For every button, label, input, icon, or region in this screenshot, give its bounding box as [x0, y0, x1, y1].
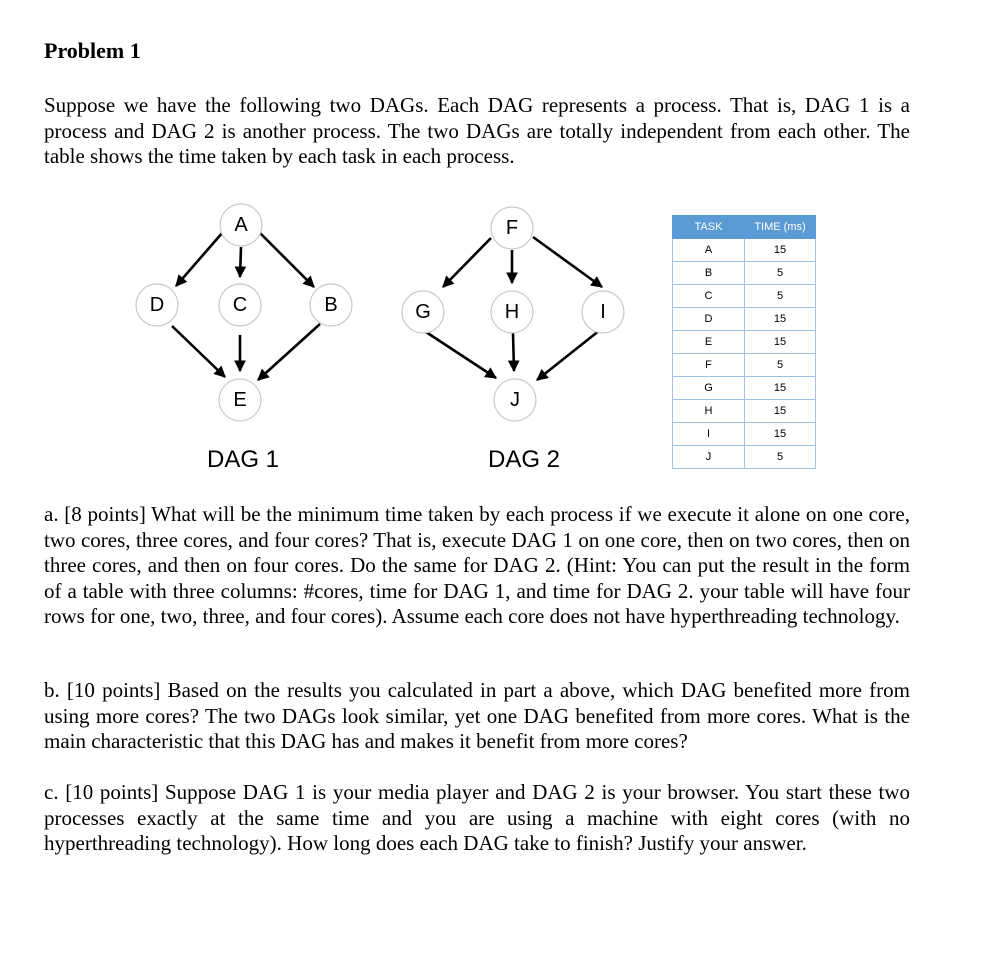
table-header-task: TASK — [673, 216, 745, 239]
dag2-node-h — [491, 291, 533, 333]
table-row — [673, 400, 816, 423]
time-cell: 15 — [745, 308, 816, 331]
dag1-label: DAG 1 — [206, 446, 280, 473]
table-row — [673, 285, 816, 308]
table-row — [673, 331, 816, 354]
edge-h-j — [513, 333, 514, 371]
task-cell: F — [673, 354, 745, 377]
dag-diagram — [0, 190, 660, 490]
question-c: c. [10 points] Suppose DAG 1 is your media player and DAG 2 is your browser. You start these two processes exactly at the same time and you are using a machine with eight cores (with no hyperthreading technology). How long does each DAG take to finish? Justify your answer. — [44, 780, 910, 855]
task-cell: H — [673, 400, 745, 423]
dag1-node-e — [219, 379, 261, 421]
time-cell: 5 — [745, 446, 816, 469]
task-cell: B — [673, 262, 745, 285]
dag2-node-i — [582, 291, 624, 333]
intro-paragraph: Suppose we have the following two DAGs. Each DAG represents a process. That is, DAG 1 is a process and DAG 2 is another process. The two DAGs are totally independent from each other. The table shows the time taken by each task in each process. — [44, 93, 910, 168]
dag1-node-a — [220, 204, 262, 246]
edge-i-j — [537, 330, 600, 380]
svg-text:I: I — [600, 301, 606, 323]
time-cell: 5 — [745, 354, 816, 377]
svg-text:A: A — [234, 214, 248, 236]
time-cell: 5 — [745, 262, 816, 285]
table-row — [673, 446, 816, 469]
edge-a-c — [240, 247, 241, 277]
dag2-node-f — [491, 207, 533, 249]
dag1-node-c — [219, 284, 261, 326]
edge-f-g — [443, 238, 491, 287]
edge-b-e — [258, 324, 320, 380]
edge-f-i — [533, 237, 602, 287]
task-cell: J — [673, 446, 745, 469]
svg-text:C: C — [232, 294, 248, 316]
table-row — [673, 423, 816, 446]
dag2-label: DAG 2 — [487, 446, 561, 473]
time-cell: 15 — [745, 377, 816, 400]
time-cell: 15 — [745, 239, 816, 262]
task-cell: E — [673, 331, 745, 354]
task-cell: I — [673, 423, 745, 446]
table-row — [673, 239, 816, 262]
question-a: a. [8 points] What will be the minimum time taken by each process if we execute it alone on one core, two cores, three cores, and four cores? That is, execute DAG 1 on one core, then on two cores, then on three cores, and then on four cores. Do the same for DAG 2. (Hint: You can put the result in the form of a table with three columns: #cores, time for DAG 1, and time for DAG 2. your table will have four rows for one, two, three, and four cores). Assume each core does not have hyperthreading technology. — [44, 502, 910, 628]
table-row — [673, 262, 816, 285]
task-time-table — [672, 215, 816, 469]
table-row — [673, 377, 816, 400]
edge-a-d — [176, 232, 223, 286]
dag2-node-j — [494, 379, 536, 421]
dag1-node-d — [136, 284, 178, 326]
task-cell: C — [673, 285, 745, 308]
task-cell: A — [673, 239, 745, 262]
edge-a-b — [260, 233, 314, 287]
svg-text:H: H — [504, 301, 520, 323]
table-header-time: TIME (ms) — [745, 216, 816, 239]
dag2-node-g — [402, 291, 444, 333]
question-b: b. [10 points] Based on the results you calculated in part a above, which DAG benefited more from using more cores? The two DAGs look similar, yet one DAG benefited from more cores. What is the main characteristic that this DAG has and makes it benefit from more cores? — [44, 678, 910, 753]
svg-text:E: E — [233, 389, 247, 411]
time-cell: 15 — [745, 400, 816, 423]
table-header-row — [673, 216, 816, 239]
problem-title: Problem 1 — [44, 38, 141, 63]
table-row — [673, 308, 816, 331]
edge-d-e — [172, 326, 225, 377]
task-cell: G — [673, 377, 745, 400]
svg-text:B: B — [324, 294, 338, 316]
svg-text:D: D — [149, 294, 165, 316]
svg-text:G: G — [415, 301, 431, 323]
table-row — [673, 354, 816, 377]
time-cell: 15 — [745, 331, 816, 354]
task-cell: D — [673, 308, 745, 331]
svg-text:F: F — [505, 217, 519, 239]
time-cell: 15 — [745, 423, 816, 446]
edge-g-j — [426, 332, 496, 378]
time-cell: 5 — [745, 285, 816, 308]
dag1-node-b — [310, 284, 352, 326]
svg-text:J: J — [510, 389, 520, 411]
